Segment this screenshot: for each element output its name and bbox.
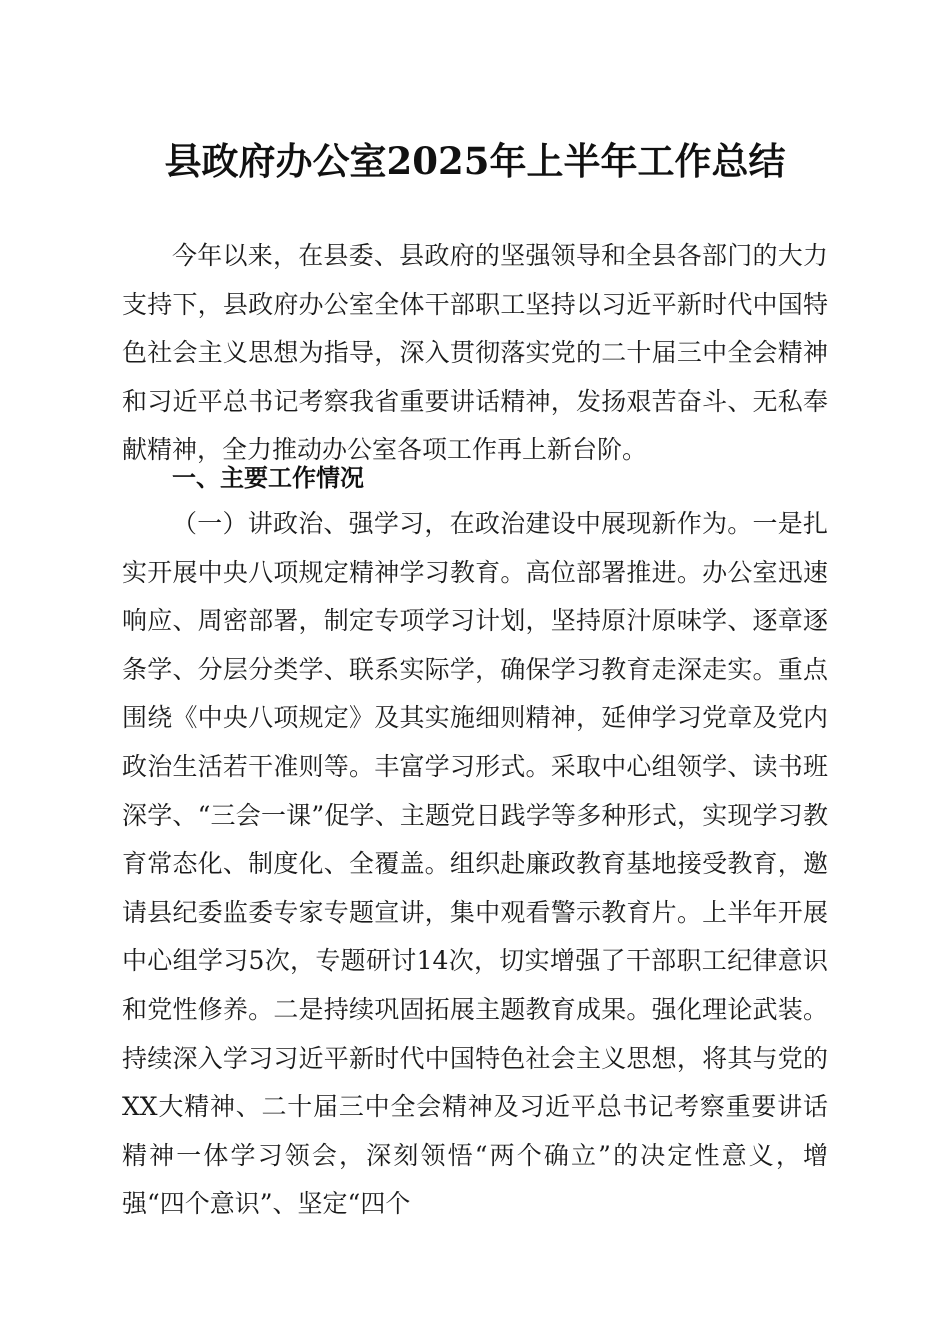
document-title: 县政府办公室2025年上半年工作总结 bbox=[164, 139, 786, 183]
section-heading: 一、主要工作情况 bbox=[172, 464, 364, 492]
intro-paragraph: 今年以来，在县委、县政府的坚强领导和全县各部门的大力支持下，县政府办公室全体干部职工坚持以习近平新时代中国特色社会主义思想为指导，深入贯彻落实党的二十届三中全会精神和习近平总书记考察我省重要讲话精神，发扬艰苦奋斗、无私奉献精神，全力推动办公室各项工作再上新台阶。 bbox=[122, 241, 828, 465]
section-paragraph: （一）讲政治、强学习，在政治建设中展现新作为。一是扎实开展中央八项规定精神学习教育。高位部署推进。办公室迅速响应、周密部署，制定专项学习计划，坚持原汁原味学、逐章逐条学、分层分类学、联系实际学，确保学习教育走深走实。重点围绕《中央八项规定》及其实施细则精神，延伸学习党章及党内政治生活若干准则等。丰富学习形式。采取中心组领学、读书班深学、“三会一课”促学、主题党日践学等多种形式，实现学习教育常态化、制度化、全覆盖。组织赴廉政教育基地接受教育，邀请县纪委监委专家专题宣讲，集中观看警示教育片。上半年开展中心组学习5次，专题研讨14次，切实增强了干部职工纪律意识和党性修养。二是持续巩固拓展主题教育成果。强化理论武装。持续深入学习习近平新时代中国特色社会主义思想，将其与党的XX大精神、二十届三中全会精神及习近平总书记考察重要讲话精神一体学习领会，深刻领悟“两个确立”的决定性意义，增强“四个意识”、坚定“四个 bbox=[122, 509, 828, 1219]
